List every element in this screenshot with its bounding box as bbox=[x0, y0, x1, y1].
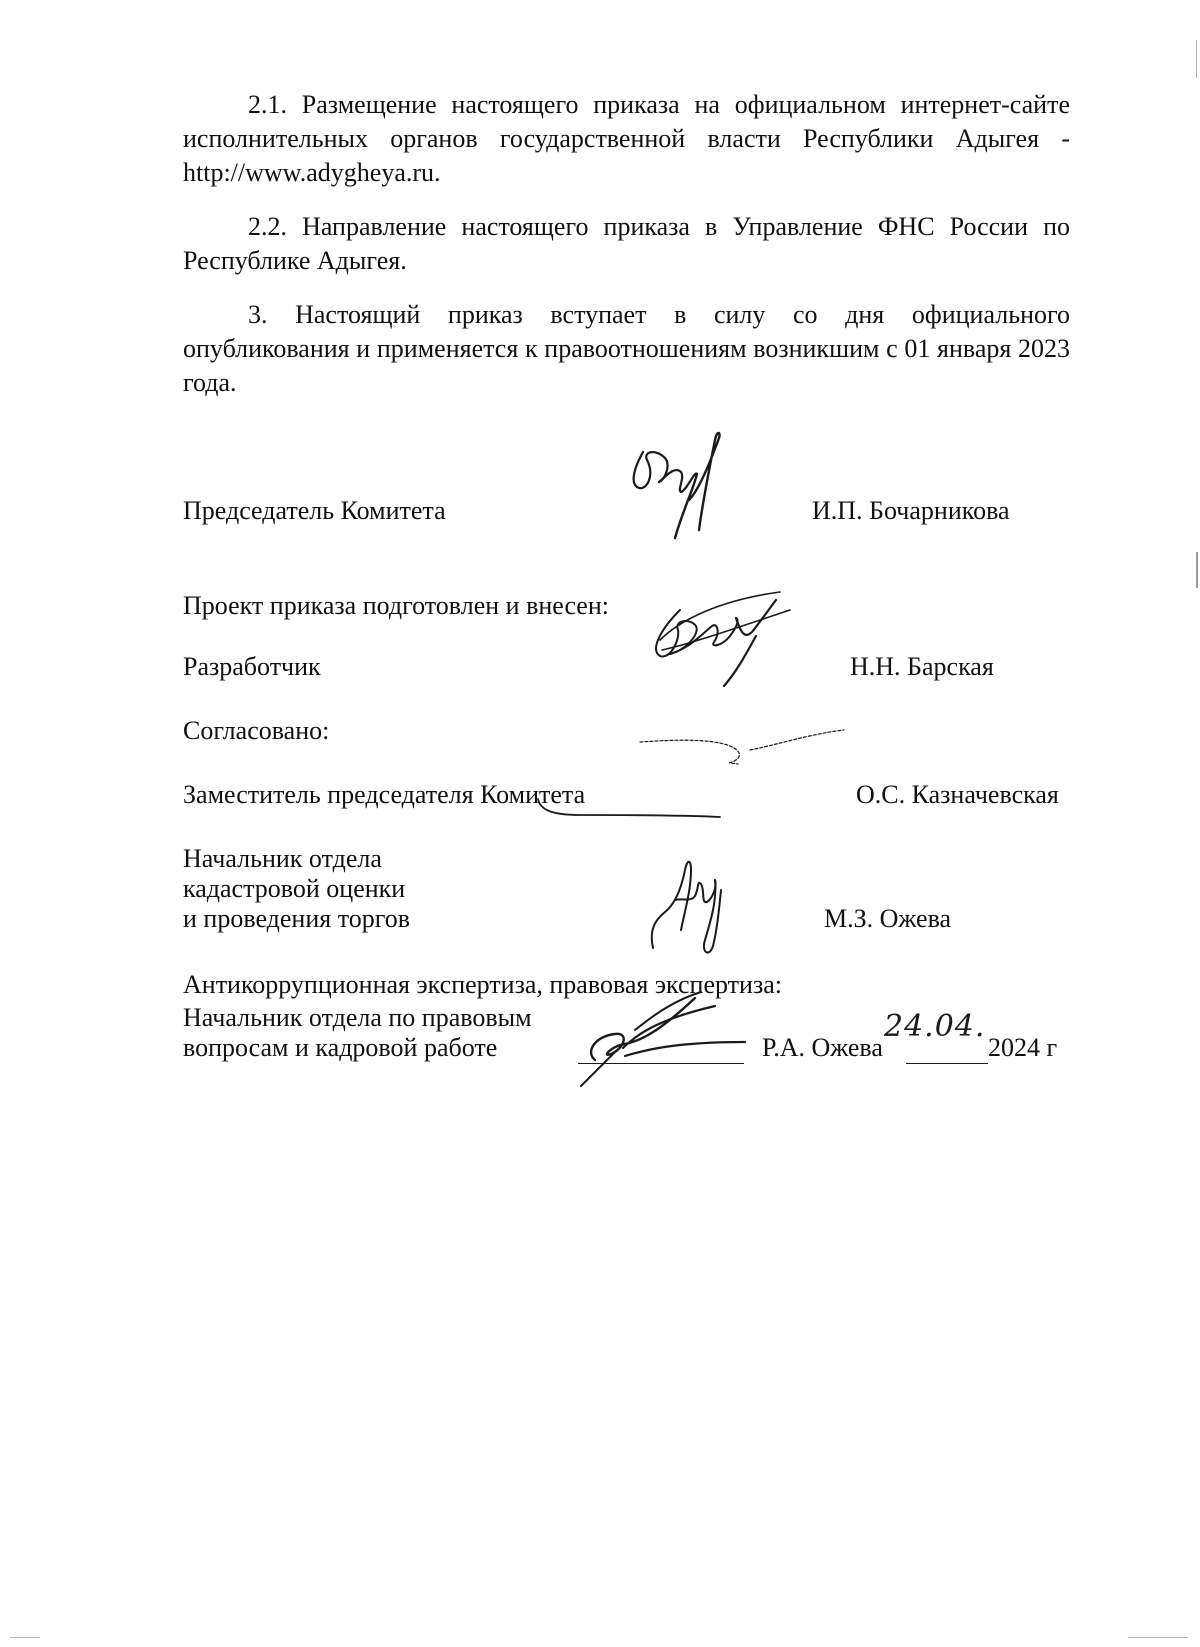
prepared-by-heading: Проект приказа подготовлен и внесен: bbox=[183, 591, 609, 620]
chairman-name: И.П. Бочарникова bbox=[812, 496, 1010, 525]
developer-position: Разработчик bbox=[183, 652, 321, 681]
expertise-heading: Антикоррупционная экспертиза, правовая экспертиза: bbox=[183, 970, 782, 999]
dept-head-line-2: кадастровой оценки bbox=[183, 874, 406, 903]
deputy-signature-upper bbox=[630, 720, 860, 770]
dept-head-line-3: и проведения торгов bbox=[183, 904, 411, 933]
expertise-name: Р.А. Ожева bbox=[762, 1033, 883, 1062]
expertise-position-line-1: Начальник отдела по правовым bbox=[183, 1003, 532, 1032]
handwritten-date: 24.04. bbox=[884, 1009, 986, 1044]
date-line bbox=[906, 1063, 988, 1064]
agreed-heading: Согласовано: bbox=[183, 716, 330, 745]
scan-edge-mark bbox=[1196, 552, 1198, 588]
expertise-year: 2024 г bbox=[988, 1033, 1058, 1062]
chairman-signature bbox=[625, 430, 745, 540]
deputy-signature-lower bbox=[530, 795, 730, 825]
paragraph-3: 3. Настоящий приказ вступает в силу со дня официального опубликования и применяется к правоотношениям возникшим с 01 января 2023 года. bbox=[183, 300, 1070, 397]
scan-edge-mark bbox=[10, 1637, 40, 1638]
scan-edge-mark bbox=[1196, 40, 1197, 78]
chairman-position: Председатель Комитета bbox=[183, 496, 446, 525]
dept-head-name: М.З. Ожева bbox=[824, 904, 952, 933]
deputy-name: О.С. Казначевская bbox=[856, 780, 1059, 809]
developer-signature bbox=[640, 590, 800, 700]
scan-edge-mark bbox=[1128, 1637, 1188, 1638]
dept-head-signature bbox=[645, 850, 745, 960]
paragraph-2-2: 2.2. Направление настоящего приказа в Управление ФНС России по Республике Адыгея. bbox=[183, 212, 1070, 275]
expertise-position-line-2: вопросам и кадровой работе bbox=[183, 1033, 498, 1062]
paragraph-2-1: 2.1. Размещение настоящего приказа на официальном интернет-сайте исполнительных органов государственной власти Республики Адыгея - http://www.adygheya.ru. bbox=[183, 90, 1070, 187]
expertise-signature bbox=[565, 990, 755, 1090]
developer-name: Н.Н. Барская bbox=[850, 652, 994, 681]
deputy-position: Заместитель председателя Комитета bbox=[183, 780, 586, 809]
dept-head-line-1: Начальник отдела bbox=[183, 844, 382, 873]
